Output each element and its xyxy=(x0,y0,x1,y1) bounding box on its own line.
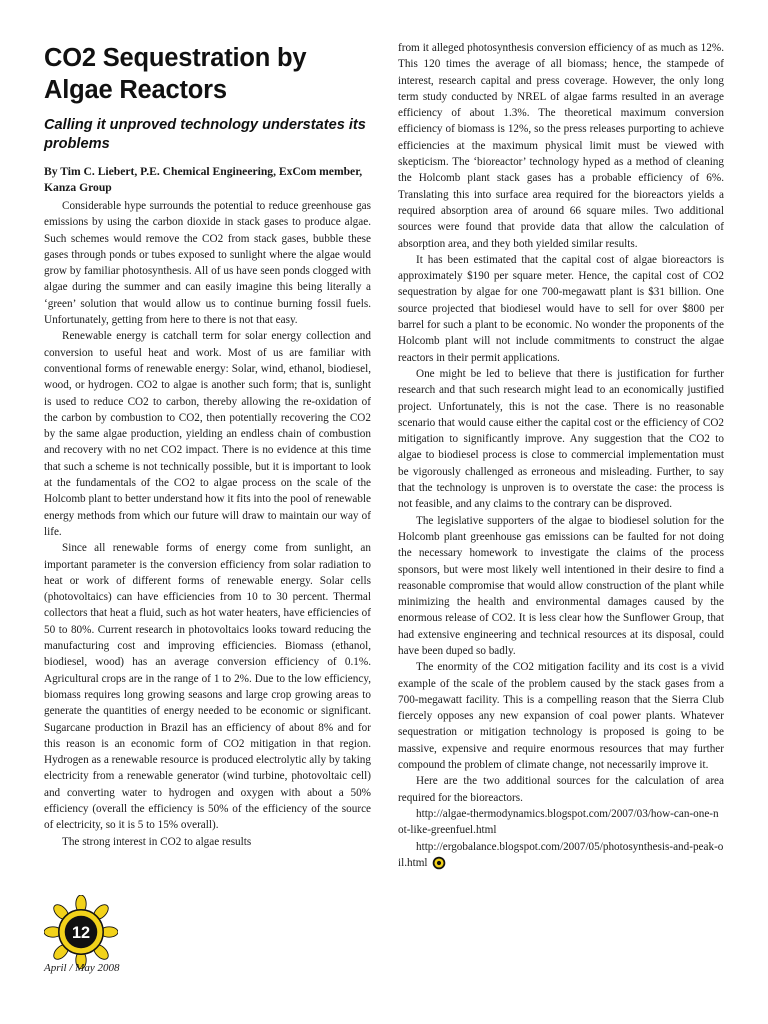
body-paragraph xyxy=(44,540,371,833)
body-paragraph: The enormity of the CO2 mitigation facility and its cost is a vivid example of the scale of the problem caused by the stack gases from a 700-megawatt facility. This is a compelling reason that the Sierra Club fiercely opposes any new expansion of coal power plants. Whatever sequestration or mitigation technology is proposed is going to be massive, expensive and require enormous resources that may further compound the problem of climate change, not necessarily improve it. xyxy=(398,661,724,772)
right-column xyxy=(398,40,724,871)
issue-date: April / May 2008 xyxy=(44,962,120,974)
body-paragraph: The strong interest in CO2 to algae results xyxy=(62,835,252,848)
body-paragraph: from it alleged photosynthesis conversion efficiency of as much as 12%. This 120 times the average of all biomass; hence, the stampede of interest, research capital and press coverage. However, the only long term study conducted by NREL of algae farms resulted in an average efficiency of about 1.3%. The theoretical maximum conversion efficiency of biomass is 12%, so the press releases purporting to achieve efficiencies at the maximum physical limit must be viewed with skepticism. The ‘bioreactor’ technology hyped as a method of cleaning the Holcomb plant stack gases has a probable efficiency of 6%. Translating this into surface area required for the bioreactors yields a required absorption area of around 66 square miles. Two additional sources were found that provide data that allow the calculation of absorption area, and they both yielded similar results. xyxy=(398,42,724,250)
sunflower-logo-icon xyxy=(44,895,118,969)
body-paragraph: The legislative supporters of the algae to biodiesel solution for the Holcomb plant greenhouse gas emissions can be faulted for not doing the necessary homework to investigate the claims of the process sponsors, but were most likely well intentioned in their desire to find a reasonable compromise that would allow construction of the plant while minimizing the health and environmental damages caused by the enormous release of CO2. It is less clear how the Sunflower Group, that had extensive engineering and technical resources at its disposal, could have been duped so badly. xyxy=(398,514,724,657)
article-title: CO2 Sequestration by Algae Reactors xyxy=(44,44,307,104)
article-subtitle: Calling it unproved technology understates its problems xyxy=(44,117,366,152)
article-byline: By Tim C. Liebert, P.E. Chemical Engineering, ExCom member, Kanza Group xyxy=(44,165,363,194)
body-paragraph: One might be led to believe that there is justification for further research and that such research might lead to an economically justified project. Unfortunately, this is not the case. There is no reasonable scenario that would cause either the capital cost or the efficiency of CO2 mitigation to significantly improve. Any suggestion that the CO2 to algae to biodiesel process is close to commercial implementation must be vigorously challenged as erroneous and misleading. Further, to say that the technology is unproven is to overstate the case: the process is not feasible, and any claims to the contrary can be disproved. xyxy=(398,367,724,511)
source-link-2-text[interactable]: http://ergobalance.blogspot.com/2007/05/photosynthesis-and-peak-oil.html xyxy=(398,840,724,869)
source-link-2[interactable] xyxy=(398,839,724,872)
left-column xyxy=(44,40,371,850)
sierra-club-end-icon xyxy=(432,856,446,870)
body-paragraph: Renewable energy is catchall term for solar energy collection and conversion to useful heat and work. Most of us are familiar with conventional forms of renewable energy: Solar, wind, ethanol, biodiesel, wood, or hydrogen. CO2 to algae is another such form; that is, sunlight is used to reduce CO2 to carbon, thereby allowing the re-oxidation of the carbon by combustion to CO2, then potentially recovering the CO2 by the same algae production, yielding an endless chain of combustion and recovery with no net CO2 impact. There is no evidence at this time that such a scheme is not technically possible, but it is important to look at the fundamentals of the CO2 to algae process on the scale of the Holcomb plant to better understand how it fits into the pool of renewable energy methods from which our future will draw to maintain our way of life. xyxy=(44,330,371,538)
body-paragraph: It has been estimated that the capital cost of algae bioreactors is approximately $190 per square meter. Hence, the capital cost of CO2 sequestration by algae for one 700-megawatt plant is $31 billion. One source projected that biodiesel would have to sell for over $800 per barrel for such a plant to be economic. No wonder the proponents of the Holcomb plant will not include commitments to construct the algae reactors in their permit applications. xyxy=(398,253,724,364)
body-paragraph: Considerable hype surrounds the potential to reduce greenhouse gas emissions by using the carbon dioxide in stack gases to produce algae. Such schemes would remove the CO2 from stack gases, bubble these gases through ponds or tubes exposed to sunlight where the algae would grow by familiar photosynthesis. All of us have seen ponds clogged with algae during the summer and can easily imagine this being literally a ‘green’ solution that would allow us to continue burning fossil fuels. Unfortunately, getting from here to there is not that easy. xyxy=(44,200,371,327)
body-paragraph: Here are the two additional sources for the calculation of area required for the bioreactors. xyxy=(398,775,724,804)
body-paragraph-text: Since all renewable forms of energy come from sunlight, an important parameter is the conversion efficiency from solar radiation to heat or work of different forms of renewable energy. Solar cells (photovoltaics) can have efficiencies from 10 to 30 percent. Thermal collectors that heat a fluid, such as hot water heaters, have efficiencies of 50 to 80%. Current research in photovoltaics looks toward reducing the manufacturing cost and improving efficiencies. Biomass (ethanol, biodiesel, wood) has an average conversion efficiency of 0.1%. Agricultural crops are in the range of 1 to 2%. Due to the low efficiency, biomass requires long growing seasons and large crop growing areas to generate the quantities of energy needed to be economic or significant. Sugarcane production in Brazil has an efficiency of about 8% and for this reason is an economic form of CO2 mitigation in that region. Hydrogen as a renewable resource is produced electrolytic ally by taking electricity from a renewable generator (wind turbine, photovoltaic cell) and converting water to hydrogen and oxygen with about a 50% efficiency (overall the efficiency is 50% of the efficiency of the source of electricity, so it is 5 to 15% overall). xyxy=(44,542,371,832)
source-link-1[interactable]: http://algae-thermodynamics.blogspot.com/2007/03/how-can-one-not-like-greenfuel.html xyxy=(398,807,719,837)
page-number: 12 xyxy=(71,923,91,942)
